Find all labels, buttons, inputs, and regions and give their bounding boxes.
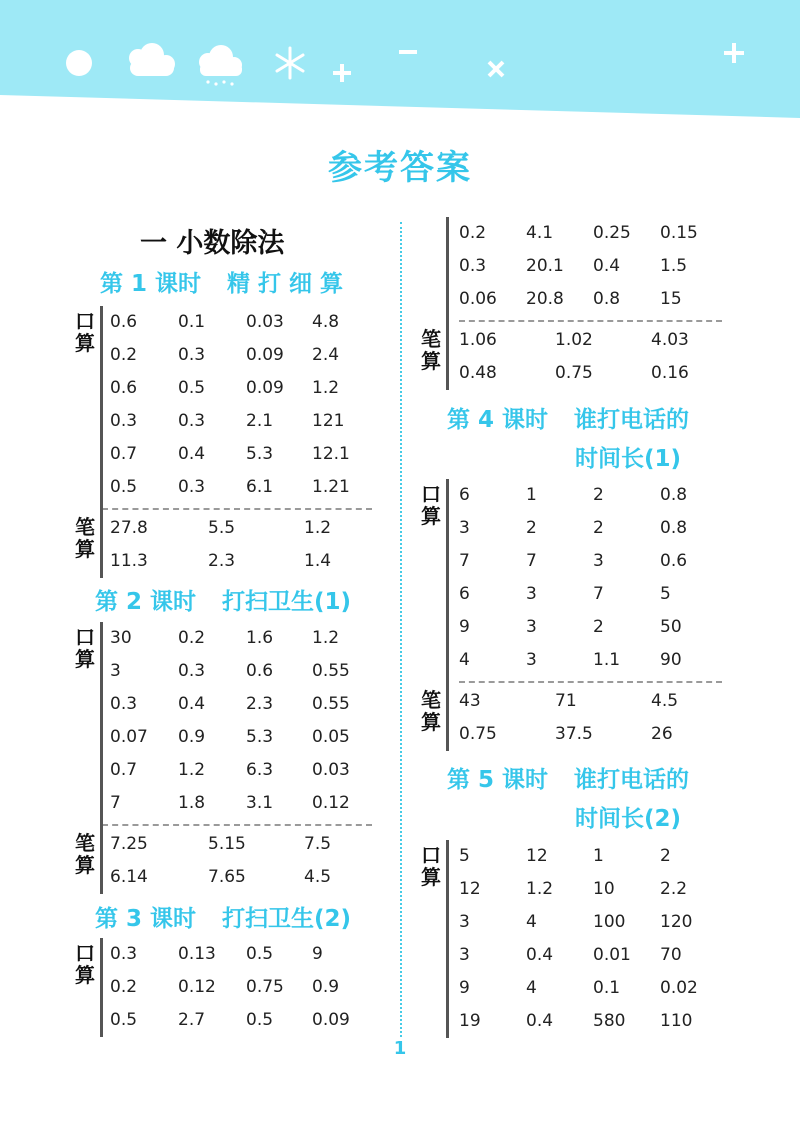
answer-cell: 9 [312, 944, 323, 964]
answer-cell: 37.5 [555, 724, 593, 744]
oral-calc-label: 口 算 [421, 843, 441, 889]
answer-cell: 0.3 [110, 411, 138, 431]
answer-cell: 2.7 [178, 1010, 206, 1030]
lesson-3-heading [95, 900, 351, 933]
lesson-number: 第 2 课时 [95, 589, 197, 615]
answer-cell: 1.2 [304, 518, 332, 538]
answer-cell: 0.02 [660, 978, 698, 998]
answer-cell: 27.8 [110, 518, 148, 538]
answer-cell: 4.5 [651, 691, 679, 711]
answer-cell: 0.7 [110, 444, 138, 464]
answer-cell: 1.21 [312, 477, 350, 497]
answer-cell: 1.2 [312, 378, 340, 398]
answer-cell: 4.5 [304, 867, 332, 887]
answer-cell: 6.14 [110, 867, 148, 887]
answer-cell: 0.3 [110, 944, 138, 964]
answer-cell: 0.3 [178, 345, 206, 365]
answer-cell: 10 [593, 879, 615, 899]
answer-cell: 3 [459, 518, 470, 538]
answer-cell: 7 [593, 584, 604, 604]
answer-cell: 9 [459, 978, 470, 998]
vertical-rule [446, 840, 449, 1038]
answer-cell: 1.1 [593, 650, 621, 670]
answer-cell: 100 [593, 912, 626, 932]
answer-cell: 1 [526, 485, 537, 505]
answer-cell: 0.9 [312, 977, 340, 997]
answer-cell: 11.3 [110, 551, 148, 571]
answer-cell: 15 [660, 289, 682, 309]
vertical-rule [100, 306, 103, 578]
lesson-4-heading-line2: 时间长(1) [575, 446, 682, 472]
lesson-1-heading [100, 265, 343, 298]
answer-cell: 0.2 [110, 977, 138, 997]
lesson-topic: 打扫卫生(1) [222, 589, 352, 615]
answer-cell: 5.3 [246, 727, 274, 747]
answer-cell: 6.1 [246, 477, 274, 497]
vertical-rule [100, 938, 103, 1037]
answer-cell: 0.9 [178, 727, 206, 747]
written-calc-label: 笔 算 [75, 831, 95, 877]
answer-cell: 7 [459, 551, 470, 571]
answer-cell: 1.8 [178, 793, 206, 813]
answer-cell: 4 [459, 650, 470, 670]
answer-cell: 4.03 [651, 330, 689, 350]
answer-cell: 4.8 [312, 312, 340, 332]
answer-cell: 0.03 [312, 760, 350, 780]
answer-cell: 20.8 [526, 289, 564, 309]
answer-cell: 3 [526, 617, 537, 637]
lesson-topic: 谁打电话的 [574, 767, 690, 793]
answer-cell: 5.5 [208, 518, 236, 538]
section-divider [459, 681, 722, 683]
answer-cell: 7.5 [304, 834, 332, 854]
lesson-2-heading [95, 583, 351, 616]
answer-cell: 0.55 [312, 694, 350, 714]
answer-cell: 9 [459, 617, 470, 637]
answer-cell: 0.4 [178, 694, 206, 714]
vertical-rule [446, 217, 449, 390]
answer-cell: 50 [660, 617, 682, 637]
answer-cell: 7 [110, 793, 121, 813]
answer-cell: 0.5 [110, 1010, 138, 1030]
answer-cell: 1.5 [660, 256, 688, 276]
answer-cell: 3 [526, 650, 537, 670]
oral-calc-label: 口 算 [75, 625, 95, 671]
vertical-rule [100, 622, 103, 894]
answer-cell: 2.3 [246, 694, 274, 714]
answer-cell: 6 [459, 584, 470, 604]
answer-cell: 7.25 [110, 834, 148, 854]
answer-cell: 20.1 [526, 256, 564, 276]
answer-cell: 2 [593, 518, 604, 538]
answer-cell: 1.06 [459, 330, 497, 350]
answer-cell: 0.5 [178, 378, 206, 398]
answer-cell: 0.03 [246, 312, 284, 332]
answer-cell: 0.6 [110, 378, 138, 398]
answer-cell: 3 [110, 661, 121, 681]
answer-cell: 0.4 [526, 1011, 554, 1031]
answer-cell: 2.4 [312, 345, 340, 365]
answer-cell: 0.75 [246, 977, 284, 997]
answer-cell: 71 [555, 691, 577, 711]
answer-cell: 0.25 [593, 223, 631, 243]
answer-cell: 0.16 [651, 363, 689, 383]
answer-cell: 5.3 [246, 444, 274, 464]
answer-cell: 0.6 [246, 661, 274, 681]
answer-cell: 0.15 [660, 223, 698, 243]
answer-cell: 26 [651, 724, 673, 744]
answer-cell: 0.75 [555, 363, 593, 383]
answer-cell: 2 [593, 617, 604, 637]
sun-icon [66, 50, 92, 76]
answer-cell: 12.1 [312, 444, 350, 464]
answer-cell: 2 [660, 846, 671, 866]
answer-cell: 0.1 [178, 312, 206, 332]
answer-cell: 0.3 [110, 694, 138, 714]
answer-cell: 0.3 [459, 256, 487, 276]
answer-cell: 0.2 [459, 223, 487, 243]
header-banner [0, 0, 800, 125]
answer-cell: 3.1 [246, 793, 274, 813]
answer-cell: 2.2 [660, 879, 688, 899]
answer-cell: 0.12 [178, 977, 216, 997]
answer-cell: 0.3 [178, 411, 206, 431]
answer-cell: 0.4 [526, 945, 554, 965]
lesson-topic: 精 打 细 算 [227, 271, 344, 297]
lesson-number: 第 5 课时 [447, 767, 549, 793]
answer-cell: 30 [110, 628, 132, 648]
answer-cell: 0.75 [459, 724, 497, 744]
answer-cell: 1.02 [555, 330, 593, 350]
answer-cell: 110 [660, 1011, 693, 1031]
answer-cell: 0.12 [312, 793, 350, 813]
page-title: 参考答案 [328, 148, 472, 188]
answer-cell: 0.55 [312, 661, 350, 681]
answer-cell: 1 [593, 846, 604, 866]
lesson-5-heading [447, 761, 689, 794]
answer-cell: 3 [459, 912, 470, 932]
answer-cell: 90 [660, 650, 682, 670]
answer-cell: 1.2 [312, 628, 340, 648]
answer-cell: 0.13 [178, 944, 216, 964]
answer-cell: 0.07 [110, 727, 148, 747]
lesson-topic: 打扫卫生(2) [222, 906, 352, 932]
answer-cell: 3 [593, 551, 604, 571]
answer-cell: 4 [526, 978, 537, 998]
answer-cell: 120 [660, 912, 693, 932]
answer-cell: 0.01 [593, 945, 631, 965]
answer-cell: 7.65 [208, 867, 246, 887]
written-calc-label: 笔 算 [75, 515, 95, 561]
answer-cell: 5.15 [208, 834, 246, 854]
lesson-5-heading-line2: 时间长(2) [575, 806, 682, 832]
answer-cell: 5 [660, 584, 671, 604]
column-divider [400, 222, 402, 1037]
answer-cell: 12 [526, 846, 548, 866]
answer-cell: 0.4 [593, 256, 621, 276]
section-divider [102, 824, 372, 826]
section-divider [102, 508, 372, 510]
answer-cell: 1.2 [178, 760, 206, 780]
answer-cell: 6.3 [246, 760, 274, 780]
answer-cell: 0.8 [660, 518, 688, 538]
written-calc-label: 笔 算 [421, 688, 441, 734]
answer-cell: 0.06 [459, 289, 497, 309]
answer-cell: 43 [459, 691, 481, 711]
answer-cell: 2.1 [246, 411, 274, 431]
oral-calc-label: 口 算 [421, 482, 441, 528]
answer-cell: 0.2 [178, 628, 206, 648]
section-divider [459, 320, 722, 322]
lesson-topic: 谁打电话的 [574, 407, 690, 433]
oral-calc-label: 口 算 [75, 309, 95, 355]
answer-cell: 0.05 [312, 727, 350, 747]
lesson-4-heading [447, 401, 689, 434]
answer-cell: 1.4 [304, 551, 332, 571]
answer-cell: 0.5 [246, 1010, 274, 1030]
oral-calc-label: 口 算 [75, 941, 95, 987]
answer-cell: 0.7 [110, 760, 138, 780]
answer-cell: 0.3 [178, 661, 206, 681]
chapter-heading: 一 小数除法 [140, 228, 285, 259]
answer-cell: 0.09 [246, 378, 284, 398]
lesson-number: 第 3 课时 [95, 906, 197, 932]
answer-cell: 4.1 [526, 223, 554, 243]
answer-cell: 0.8 [660, 485, 688, 505]
page-number: 1 [393, 1038, 407, 1059]
lesson-number: 第 1 课时 [100, 271, 202, 297]
answer-cell: 0.09 [246, 345, 284, 365]
answer-cell: 0.48 [459, 363, 497, 383]
answer-cell: 70 [660, 945, 682, 965]
lesson-number: 第 4 课时 [447, 407, 549, 433]
answer-cell: 0.5 [246, 944, 274, 964]
answer-cell: 12 [459, 879, 481, 899]
answer-cell: 0.5 [110, 477, 138, 497]
vertical-rule [446, 479, 449, 751]
answer-cell: 3 [526, 584, 537, 604]
answer-cell: 0.6 [660, 551, 688, 571]
answer-cell: 19 [459, 1011, 481, 1031]
answer-cell: 7 [526, 551, 537, 571]
answer-cell: 0.8 [593, 289, 621, 309]
answer-cell: 0.4 [178, 444, 206, 464]
answer-cell: 0.6 [110, 312, 138, 332]
answer-cell: 2 [526, 518, 537, 538]
answer-cell: 580 [593, 1011, 626, 1031]
answer-cell: 0.3 [178, 477, 206, 497]
answer-cell: 0.2 [110, 345, 138, 365]
answer-cell: 0.09 [312, 1010, 350, 1030]
written-calc-label: 笔 算 [421, 327, 441, 373]
answer-cell: 121 [312, 411, 345, 431]
answer-cell: 6 [459, 485, 470, 505]
answer-cell: 0.1 [593, 978, 621, 998]
answer-cell: 3 [459, 945, 470, 965]
answer-cell: 2.3 [208, 551, 236, 571]
answer-cell: 5 [459, 846, 470, 866]
answer-cell: 1.6 [246, 628, 274, 648]
answer-cell: 4 [526, 912, 537, 932]
answer-cell: 2 [593, 485, 604, 505]
answer-cell: 1.2 [526, 879, 554, 899]
